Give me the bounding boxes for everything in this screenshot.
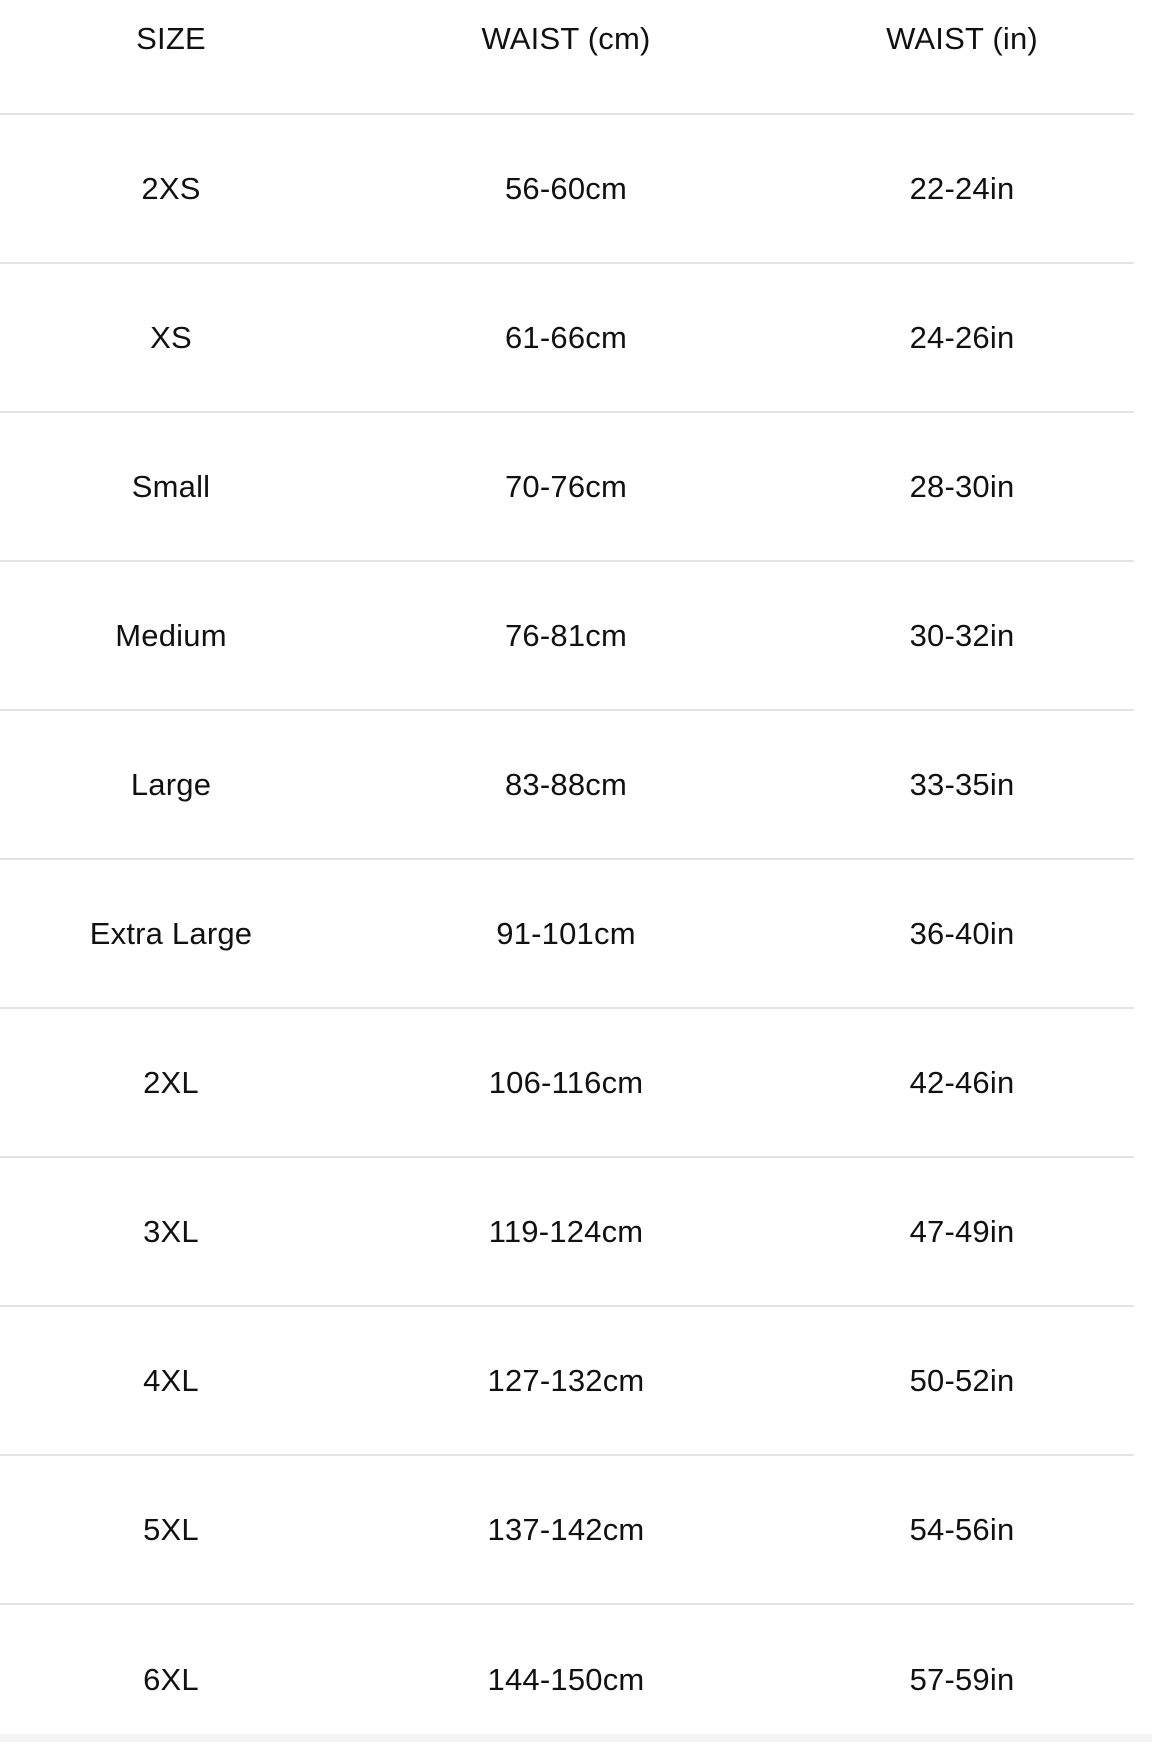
size-cell: Small [131, 468, 211, 504]
waist-in-cell: 36-40in [909, 915, 1015, 951]
waist-in-cell: 22-24in [909, 170, 1015, 206]
table-row [0, 1307, 1134, 1456]
table-row [0, 1009, 1134, 1158]
waist-in-cell: 33-35in [909, 766, 1015, 802]
size-cell: 2XL [143, 1064, 199, 1100]
waist-cm-cell: 76-81cm [504, 617, 627, 653]
waist-cm-cell: 137-142cm [487, 1511, 645, 1547]
table-row [0, 1605, 1134, 1754]
table-row [0, 115, 1134, 264]
waist-in-cell: 57-59in [909, 1661, 1015, 1697]
table-row [0, 413, 1134, 562]
header-waist-cm: WAIST (cm) [481, 20, 651, 56]
table-row [0, 711, 1134, 860]
size-cell: XS [150, 319, 192, 355]
bottom-edge-band [0, 1734, 1152, 1742]
table-row [0, 562, 1134, 711]
size-cell: Medium [115, 617, 227, 653]
waist-cm-cell: 91-101cm [496, 915, 636, 951]
size-cell: Large [130, 766, 212, 802]
waist-in-cell: 24-26in [909, 319, 1015, 355]
table-row [0, 1456, 1134, 1605]
table-header-row [0, 0, 1134, 115]
size-cell: Extra Large [89, 915, 253, 951]
size-cell: 3XL [143, 1213, 199, 1249]
table-row [0, 264, 1134, 413]
size-cell: 4XL [143, 1362, 199, 1398]
table-row [0, 860, 1134, 1009]
waist-in-cell: 50-52in [909, 1362, 1015, 1398]
waist-cm-cell: 119-124cm [488, 1213, 644, 1249]
waist-in-cell: 47-49in [909, 1213, 1015, 1249]
waist-in-cell: 42-46in [909, 1064, 1015, 1100]
size-cell: 2XS [141, 170, 201, 206]
header-size: SIZE [136, 20, 206, 56]
waist-in-cell: 30-32in [909, 617, 1015, 653]
waist-in-cell: 28-30in [909, 468, 1015, 504]
header-waist-in: WAIST (in) [886, 20, 1038, 56]
waist-cm-cell: 56-60cm [504, 170, 627, 206]
waist-cm-cell: 127-132cm [487, 1362, 645, 1398]
waist-cm-cell: 61-66cm [504, 319, 627, 355]
waist-cm-cell: 70-76cm [504, 468, 627, 504]
waist-cm-cell: 144-150cm [487, 1661, 645, 1697]
size-cell: 5XL [143, 1511, 199, 1547]
size-cell: 6XL [143, 1661, 199, 1697]
table-row [0, 1158, 1134, 1307]
waist-in-cell: 54-56in [909, 1511, 1015, 1547]
waist-cm-cell: 106-116cm [488, 1064, 644, 1100]
waist-cm-cell: 83-88cm [504, 766, 627, 802]
